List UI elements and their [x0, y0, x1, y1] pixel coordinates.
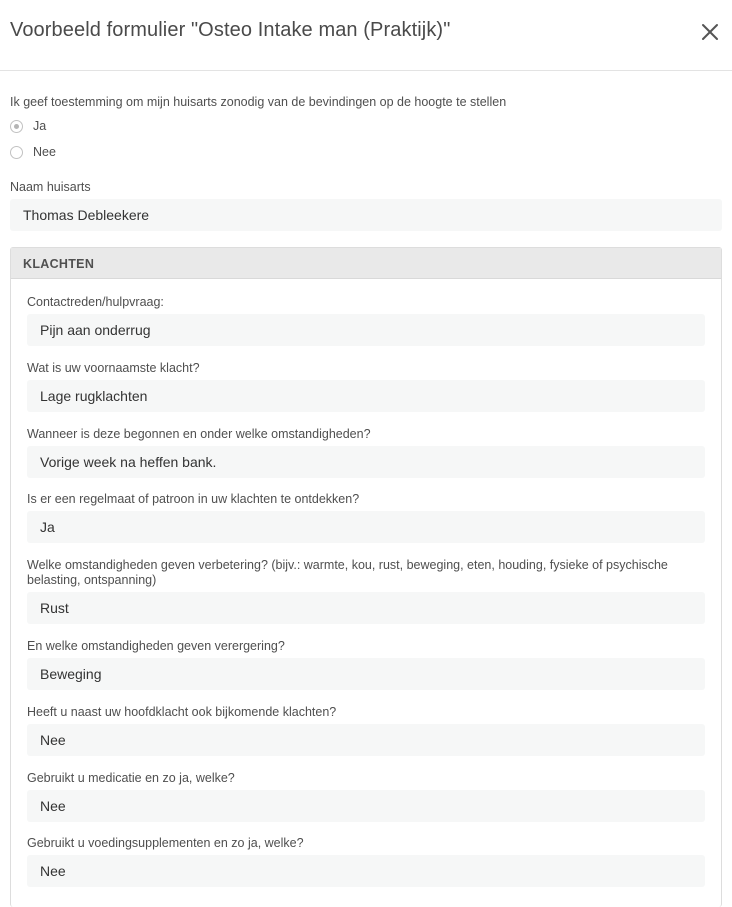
section-title: KLACHTEN [23, 257, 95, 271]
close-icon [696, 18, 724, 46]
question-label: Wanneer is deze begonnen en onder welke omstandigheden? [27, 427, 371, 441]
answer-field[interactable]: Nee [27, 790, 705, 822]
doctor-label: Naam huisarts [10, 180, 91, 194]
answer-field[interactable]: Rust [27, 592, 705, 624]
modal-title: Voorbeeld formulier "Osteo Intake man (Praktijk)" [10, 19, 451, 41]
radio-nee[interactable] [10, 146, 23, 159]
doctor-field[interactable]: Thomas Debleekere [10, 199, 722, 231]
radio-ja[interactable] [10, 120, 23, 133]
consent-question: Ik geef toestemming om mijn huisarts zonodig van de bevindingen op de hoogte te stellen [10, 95, 507, 109]
answer-field[interactable]: Nee [27, 855, 705, 887]
form-content [0, 71, 732, 891]
answer-field[interactable]: Beweging [27, 658, 705, 690]
question-label: Contactreden/hulpvraag: [27, 295, 164, 309]
consent-option-nee[interactable] [10, 143, 56, 161]
answer-field[interactable]: Pijn aan onderrug [27, 314, 705, 346]
radio-label-ja: Ja [33, 119, 47, 133]
question-label: Is er een regelmaat of patroon in uw klachten te ontdekken? [27, 492, 360, 506]
question-label: Gebruikt u voedingsupplementen en zo ja, welke? [27, 836, 304, 850]
question-label: Gebruikt u medicatie en zo ja, welke? [27, 771, 235, 785]
answer-field[interactable]: Lage rugklachten [27, 380, 705, 412]
modal-header [0, 0, 732, 71]
question-label: Heeft u naast uw hoofdklacht ook bijkomende klachten? [27, 705, 337, 719]
close-button[interactable] [696, 18, 724, 46]
question-label: En welke omstandigheden geven verergering? [27, 639, 285, 653]
consent-option-ja[interactable] [10, 117, 46, 135]
answer-field[interactable]: Vorige week na heffen bank. [27, 446, 705, 478]
question-label: Wat is uw voornaamste klacht? [27, 361, 200, 375]
question-label: Welke omstandigheden geven verbetering? (bijv.: warmte, kou, rust, beweging, eten, houding, fysieke of psychische belasting, ontspanning) [27, 558, 668, 587]
answer-field[interactable]: Ja [27, 511, 705, 543]
section-header[interactable] [11, 248, 721, 279]
radio-label-nee: Nee [33, 145, 56, 159]
answer-field[interactable]: Nee [27, 724, 705, 756]
